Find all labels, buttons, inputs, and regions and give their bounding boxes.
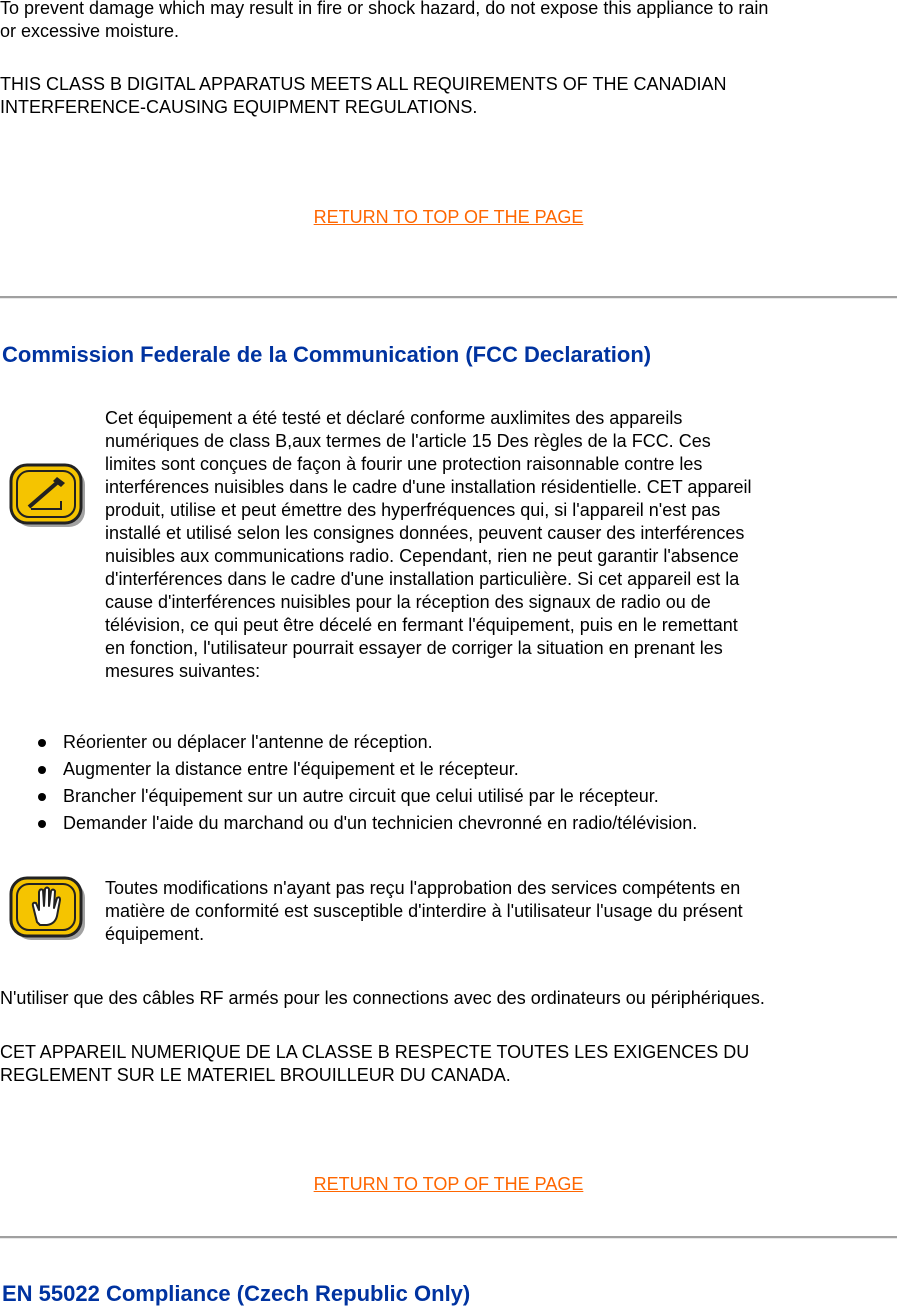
fcc-fr-caution	[105, 877, 875, 946]
en55022-title: EN 55022 Compliance (Czech Republic Only)	[2, 1281, 471, 1306]
section-divider	[0, 296, 897, 299]
fcc-fr-measures-list	[0, 731, 697, 839]
note-line: cause d'interférences nuisibles pour la réception des signaux de radio ou de	[105, 592, 711, 612]
canada-statement-line-2: INTERFERENCE-CAUSING EQUIPMENT REGULATIONS.	[0, 97, 478, 117]
list-item: Brancher l'équipement sur un autre circuit que celui utilisé par le récepteur.	[0, 785, 697, 812]
fcc-fr-note	[105, 407, 875, 683]
hand-caution-icon	[9, 876, 87, 948]
note-line: installé et utilisé selon les consignes données, peuvent causer des interférences	[105, 523, 745, 543]
note-line: en fonction, l'utilisateur pourrait essayer de corriger la situation en prenant les	[105, 638, 723, 658]
note-line: numériques de class B,aux termes de l'article 15 Des règles de la FCC. Ces	[105, 431, 711, 451]
bullet-icon	[38, 793, 46, 801]
list-item: Réorienter ou déplacer l'antenne de réception.	[0, 731, 697, 758]
note-line: mesures suivantes:	[105, 661, 261, 681]
canada-statement-line-1: THIS CLASS B DIGITAL APPARATUS MEETS ALL REQUIREMENTS OF THE CANADIAN	[0, 74, 727, 94]
bullet-icon	[38, 739, 46, 747]
moisture-warning-line-2: or excessive moisture.	[0, 21, 180, 41]
caution-line: équipement.	[105, 924, 205, 944]
note-line: d'interférences dans le cadre d'une installation particulière. Si cet appareil est la	[105, 569, 740, 589]
note-line: interférences nuisibles dans le cadre d'une installation résidentielle. CET appareil	[105, 477, 752, 497]
note-line: limites sont conçues de façon à fourir une protection raisonnable contre les	[105, 454, 703, 474]
pencil-note-icon	[9, 463, 87, 535]
canada-fr-line-1: CET APPAREIL NUMERIQUE DE LA CLASSE B RESPECTE TOUTES LES EXIGENCES DU	[0, 1042, 750, 1062]
canada-fr-line-2: REGLEMENT SUR LE MATERIEL BROUILLEUR DU CANADA.	[0, 1065, 511, 1085]
return-to-top-link[interactable]: RETURN TO TOP OF THE PAGE	[313, 1174, 584, 1194]
rf-cable-note: N'utiliser que des câbles RF armés pour les connections avec des ordinateurs ou périphériques.	[0, 988, 765, 1008]
list-item: Augmenter la distance entre l'équipement et le récepteur.	[0, 758, 697, 785]
moisture-warning-line-1: To prevent damage which may result in fire or shock hazard, do not expose this appliance to rain	[0, 0, 769, 18]
caution-line: Toutes modifications n'ayant pas reçu l'approbation des services compétents en	[105, 878, 741, 898]
note-line: télévision, ce qui peut être décelé en fermant l'équipement, puis en le remettant	[105, 615, 738, 635]
bullet-icon	[38, 766, 46, 774]
list-item: Demander l'aide du marchand ou d'un technicien chevronné en radio/télévision.	[0, 812, 697, 839]
note-line: Cet équipement a été testé et déclaré conforme auxlimites des appareils	[105, 408, 683, 428]
bullet-icon	[38, 820, 46, 828]
section-divider	[0, 1236, 897, 1239]
note-line: produit, utilise et peut émettre des hyperfréquences qui, si l'appareil n'est pas	[105, 500, 721, 520]
return-to-top-link[interactable]: RETURN TO TOP OF THE PAGE	[313, 207, 584, 227]
note-line: nuisibles aux communications radio. Cependant, rien ne peut garantir l'absence	[105, 546, 739, 566]
fcc-fr-title: Commission Federale de la Communication (FCC Declaration)	[2, 342, 652, 367]
caution-line: matière de conformité est susceptible d'interdire à l'utilisateur l'usage du présent	[105, 901, 743, 921]
